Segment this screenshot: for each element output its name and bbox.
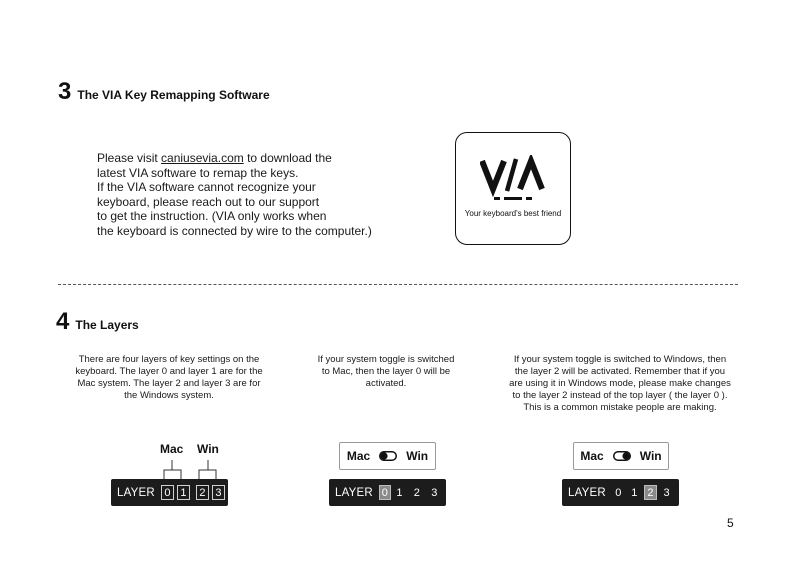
layer-key-3: 3 [212, 485, 225, 500]
section-4-title: The Layers [75, 318, 139, 332]
windows-mode-column [500, 354, 740, 414]
layer-key-3: 3 [663, 486, 670, 499]
section-4-number: 4 [56, 308, 70, 335]
intro-line: keyboard, please reach out to our support [97, 194, 320, 209]
page-number: 5 [727, 516, 734, 530]
column-line: the Windows system. [124, 390, 214, 401]
column-line: activated. [365, 378, 407, 389]
mac-label: Mac [160, 442, 184, 456]
layer-label: LAYER [568, 486, 606, 499]
win-label: Win [197, 442, 219, 456]
layer-key-1: 1 [177, 485, 190, 500]
toggle-mac-label: Mac [580, 449, 604, 463]
section-3-title: The VIA Key Remapping Software [77, 88, 270, 102]
layer-key-1: 1 [631, 486, 638, 499]
layer-bar-overview [111, 479, 228, 506]
caniusevia-link[interactable]: caniusevia.com [161, 151, 244, 165]
section-3-heading [58, 80, 270, 104]
section-3-number: 3 [58, 78, 72, 105]
intro-line1-rest: to download the [243, 151, 332, 165]
toggle-mac-label: Mac [346, 449, 371, 463]
system-toggle-mac [339, 442, 436, 470]
layer-bar-mac [329, 479, 446, 506]
layer-key-0: 0 [615, 486, 622, 499]
system-toggle-win [573, 442, 669, 470]
layer-label: LAYER [335, 486, 373, 499]
column-line: If your system toggle is switched [317, 354, 455, 365]
via-logo [480, 155, 546, 205]
intro-prefix: Please visit [97, 151, 162, 165]
column-line: If your system toggle is switched to Windows, then [513, 354, 727, 365]
toggle-win-label: Win [406, 449, 429, 463]
mac-mode-column [300, 354, 472, 390]
column-line: This is a common mistake people are making. [523, 402, 717, 413]
toggle-switch-icon [613, 451, 631, 461]
layer-bar-win [562, 479, 679, 506]
intro-line: If the VIA software cannot recognize your [97, 180, 316, 194]
column-line: to Mac, then the layer 0 will be [321, 366, 451, 377]
toggle-win-label: Win [639, 449, 662, 463]
layer-key-2-active: 2 [644, 485, 657, 500]
section-divider [58, 284, 738, 285]
layer-key-0-active: 0 [379, 485, 391, 500]
layer-key-2: 2 [413, 486, 420, 499]
column-line: Mac system. The layer 2 and layer 3 are for [77, 378, 261, 389]
layer-key-2: 2 [196, 485, 209, 500]
column-line: There are four layers of key settings on the [78, 354, 260, 365]
layer-key-3: 3 [431, 486, 438, 499]
section-4-heading [56, 310, 139, 334]
via-intro-paragraph [97, 151, 397, 238]
via-tagline: Your keyboard's best friend [464, 209, 562, 218]
layer-label: LAYER [117, 486, 155, 499]
column-line: are using it in Windows mode, please make changes [509, 378, 731, 389]
via-logo-card [455, 132, 571, 245]
column-line: to the layer 2 instead of the top layer ( the layer 0 ). [512, 390, 728, 401]
intro-line: the keyboard is connected by wire to the computer.) [97, 223, 372, 238]
layers-explanation-column [64, 354, 274, 402]
column-line: keyboard. The layer 0 and layer 1 are for the [75, 366, 263, 377]
toggle-switch-icon [379, 451, 397, 461]
intro-line: latest VIA software to remap the keys. [97, 165, 299, 180]
column-line: the layer 2 will be activated. Remember that if you [514, 366, 726, 377]
intro-line: to get the instruction. (VIA only works when [97, 209, 327, 223]
layer-key-0: 0 [161, 485, 174, 500]
layer-key-1: 1 [396, 486, 403, 499]
